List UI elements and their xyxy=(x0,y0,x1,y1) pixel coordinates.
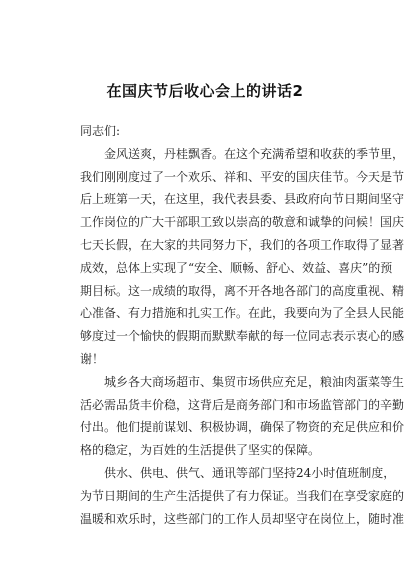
text-line: 谢！ xyxy=(80,351,105,366)
text-line: 付出。他们提前谋划、积极协调，确保了物资的充足供应和价 xyxy=(80,420,405,435)
text-line: 够度过一个愉快的假期而默默奉献的每一位同志表示衷心的感 xyxy=(80,329,405,344)
salutation: 同志们: xyxy=(80,124,121,138)
text-line: 城乡各大商场超市、集贸市场供应充足，粮油肉蛋菜等生 xyxy=(104,374,405,389)
document-title: 在国庆节后收心会上的讲话2 xyxy=(106,82,304,100)
text-line: 工作岗位的广大干部职工致以崇高的敬意和诚挚的问候！国庆 xyxy=(80,215,405,230)
text-line: 我们刚刚度过了一个欢乐、祥和、平安的国庆佳节。今天是节 xyxy=(80,169,405,184)
text-line: 成效，总体上实现了“安全、顺畅、舒心、效益、喜庆”的预 xyxy=(80,260,393,275)
text-line: 为节日期间的生产生活提供了有力保证。当我们在享受家庭的 xyxy=(80,488,405,503)
text-line: 供水、供电、供气、通讯等部门坚持24小时值班制度， xyxy=(104,465,396,480)
text-line: 格的稳定，为百姓的生活提供了坚实的保障。 xyxy=(80,443,321,458)
text-line: 后上班第一天，在这里，我代表县委、县政府向节日期间坚守 xyxy=(80,192,405,207)
text-line: 心准备、有力措施和扎实工作。在此，我要向为了全县人民能 xyxy=(80,306,405,321)
text-line: 金风送爽，丹桂飘香。在这个充满希望和收获的季节里， xyxy=(104,146,405,161)
text-line: 温暖和欢乐时，这些部门的工作人员却坚守在岗位上，随时准 xyxy=(80,511,405,526)
document-body xyxy=(80,120,405,530)
text-line: 期目标。这一成绩的取得，离不开各地各部门的高度重视、精 xyxy=(80,283,405,298)
text-line: 七天长假，在大家的共同努力下，我们的各项工作取得了显著 xyxy=(80,237,405,252)
text-line: 活必需品货丰价稳，这背后是商务部门和市场监管部门的辛勤 xyxy=(80,397,405,412)
